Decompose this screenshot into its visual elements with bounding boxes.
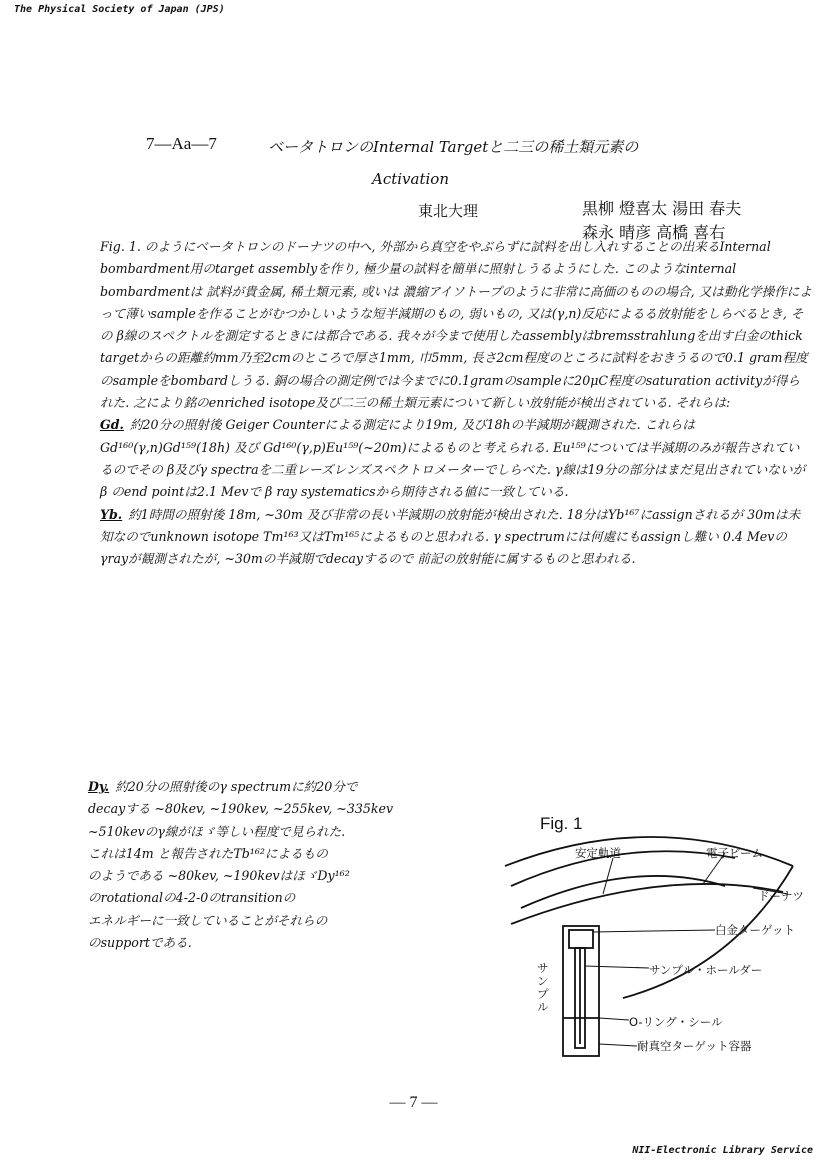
- society-header: The Physical Society of Japan (JPS): [14, 4, 225, 15]
- dy-line-0: 約20分の照射後のγ spectrumに約20分で: [115, 779, 358, 794]
- affiliation: 東北大理: [418, 202, 479, 220]
- label-o-ring: O-リング・シール: [629, 1015, 723, 1029]
- label-platinum-target: 白金ターゲット: [715, 923, 796, 937]
- dy-line-3: これは14m と報告されたTb¹⁶²によるもの: [88, 845, 328, 861]
- yb-label: Yb.: [100, 506, 123, 522]
- paper-title-line1: ベータトロンのInternal Targetと二三の稀土類元素の: [268, 138, 639, 156]
- dy-paragraph: [88, 776, 508, 954]
- figure-title: Fig. 1: [540, 814, 583, 833]
- body-text: [100, 236, 812, 570]
- label-electron-beam: 電子ビーム: [706, 846, 764, 860]
- authors-line2: 森永 晴彦 高橋 喜右: [582, 223, 726, 242]
- gd-label: Gd.: [100, 417, 124, 433]
- yb-text: 約1時間の照射後 18m, ~30m 及び非常の長い半減期の放射能が検出された. 18分はYb¹⁶⁷にassignされるが 30mは未知なのでunknown isotope Tm¹⁶³又はTm¹⁶⁵によるものと思われる. γ spectrumには何處にもassignし難い 0.4 Mevのγrayが観測されたが, ~30mの半減期でdecayするので 前記の放射能に属するものと思われる.: [100, 506, 801, 567]
- label-stable-orbit: 安定軌道: [575, 846, 621, 860]
- page-number: — 7 —: [389, 1094, 438, 1111]
- dy-line-1: decayする ~80kev, ~190kev, ~255kev, ~335kev: [88, 801, 394, 817]
- label-donut: ドーナツ: [758, 889, 804, 903]
- donut-inner-wall: [511, 884, 783, 924]
- authors-line1: 黒柳 燈喜太 湯田 春夫: [582, 199, 742, 218]
- label-sample: サンプル: [537, 961, 549, 1014]
- library-footer: NII-Electronic Library Service: [632, 1145, 813, 1156]
- dy-line-6: エネルギーに一致していることがそれらの: [88, 912, 328, 928]
- dy-line-7: のsupportである.: [88, 935, 192, 951]
- label-vacuum-container: 耐真空ターゲット容器: [637, 1039, 752, 1053]
- paper-code: 7―Aa―7: [146, 134, 217, 153]
- yb-paragraph: [100, 504, 812, 571]
- gd-paragraph: [100, 414, 812, 503]
- dy-label: Dy.: [88, 779, 110, 794]
- gd-text: 約20分の照射後 Geiger Counterによる測定により19m, 及び18hの半減期が観測された. これらはGd¹⁶⁰(γ,n)Gd¹⁵⁹(18h) 及び Gd¹⁶⁰(γ,p)Eu¹⁵⁹(~20m)によるものと考えられる. Eu¹⁵⁹については半減期のみが報告されているのでその β及びγ spectraを二重レーズレンズスペクトロメーターでしらべた. γ線は19分の部分はまだ見出されていないが β のend pointは2.1 Mevで β ray systematicsから期待される値に一致している.: [100, 417, 806, 500]
- dy-line-4: のようである ~80kev, ~190kevはほゞDy¹⁶²: [88, 868, 350, 884]
- paper-title-line2: Activation: [372, 170, 449, 188]
- dy-line-2: ~510kevのγ線がほゞ等しい程度で見られた.: [88, 823, 346, 839]
- intro-paragraph: Fig. 1. のようにベータトロンのドーナツの中へ, 外部から真空をやぶらずに試料を出し入れすることの出来るInternal bombardment用のtarget assemblyを作り, 極少量の試料を簡単に照射しうるようにした. このようなinternal bombardmentは 試料が貴金属, 稀土類元素, 或いは 濃縮アイソトープのように非常に高価のものの場合, 又は動化学操作によって薄いsampleを作ることがむつかしいような短半減期のもの, 弱いもの, 又は(γ,n)反応によるる放射能をしらべるとき, その β線のスペクトルを測定するときには都合である. 我々が今まで使用したassemblyはbremsstrahlungを出す白金のthick targetからの距離約mm乃至2cmのところで厚さ1mm, 巾5mm, 長さ2cm程度のところに試料をおきうるので0.1 gram程度のsampleをbombardしうる. 銅の場合の測定例では今までに0.1gramのsampleに20μC程度のsaturation activityが得られた. 之により銘のenriched isotope及び二三の稀土類元素について新しい放射能が検出されている. それらは:: [100, 239, 812, 411]
- label-sample-holder: サンプル・ホールダー: [649, 963, 763, 977]
- target-head: [569, 930, 593, 948]
- dy-line-5: のrotationalの4-2-0のtransitionの: [88, 890, 296, 906]
